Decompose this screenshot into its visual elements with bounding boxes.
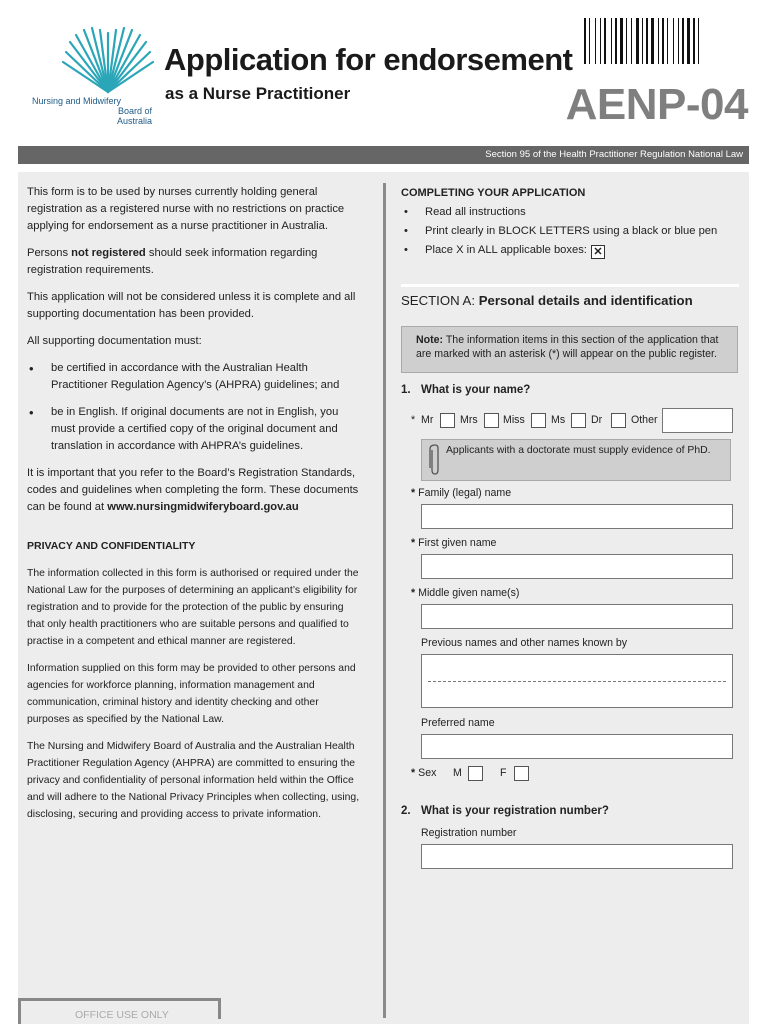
support-item: • be in English. If original documents are not in English, you must provide a certified copy of the original document and translation in accordance with AHPRA’s guidelines.	[27, 404, 363, 455]
sex-f-label: F	[500, 767, 507, 779]
not-registered-text	[27, 245, 363, 279]
barcode-bar	[673, 18, 674, 64]
title-mrs-checkbox[interactable]	[484, 413, 499, 428]
barcode-bar	[658, 18, 659, 64]
barcode-bar	[613, 18, 614, 64]
logo-text	[30, 96, 152, 126]
barcode-bar	[600, 18, 601, 64]
section-a-heading	[401, 293, 693, 308]
required-star: *	[411, 537, 416, 549]
barcode-bar	[644, 18, 645, 64]
board-website-link[interactable]: www.nursingmidwiferyboard.gov.au	[107, 501, 299, 513]
registration-number-label: Registration number	[421, 827, 517, 839]
title-mr-checkbox[interactable]	[440, 413, 455, 428]
question-2	[401, 805, 609, 817]
refer-text	[27, 465, 363, 516]
title-required-star: *	[411, 414, 416, 426]
question-number: 1.	[401, 384, 411, 396]
barcode-bar	[669, 18, 672, 64]
intro-text: This form is to be used by nurses currently holding general registration as a registered nurse with no restrictions on practice applying for endorsement as a nurse practitioner in Australia.	[27, 186, 345, 232]
not-registered-bold: not registered	[71, 247, 146, 259]
phd-note-text: Applicants with a doctorate must supply evidence of PhD.	[446, 445, 711, 456]
barcode-bar	[687, 18, 690, 64]
title-mr-label: Mr	[421, 414, 434, 426]
section-prefix: SECTION A:	[401, 293, 479, 308]
not-registered-pre: Persons	[27, 247, 72, 259]
title-other-field[interactable]	[662, 408, 733, 433]
barcode-bar	[646, 18, 648, 64]
barcode-bar	[682, 18, 684, 64]
barcode-bar	[591, 18, 594, 64]
barcode-bar	[675, 18, 677, 64]
barcode-bar	[665, 18, 666, 64]
preferred-name-label: Preferred name	[421, 717, 495, 729]
sex-f-checkbox[interactable]	[514, 766, 529, 781]
phd-note	[421, 439, 731, 481]
instruction-item: • Print clearly in BLOCK LETTERS using a black or blue pen	[404, 225, 718, 237]
page-subtitle: as a Nurse Practitioner	[165, 84, 351, 103]
completing-heading: COMPLETING YOUR APPLICATION	[401, 187, 586, 199]
not-registered-post: should seek information regarding registration requirements.	[27, 247, 318, 276]
previous-names-divider	[428, 681, 726, 682]
question-number: 2.	[401, 805, 411, 817]
question-text: What is your registration number?	[421, 805, 609, 817]
required-star: *	[411, 767, 416, 779]
barcode-bar	[626, 18, 627, 64]
barcode-bar	[595, 18, 596, 64]
note-text: The information items in this section of the application that are marked with an asterisk (*) will appear on the public register.	[416, 334, 719, 360]
barcode-bar	[642, 18, 643, 64]
required-star: *	[411, 487, 416, 499]
sex-m-label: M	[453, 767, 462, 779]
barcode-bar	[696, 18, 697, 64]
privacy-paragraph: Information supplied on this form may be provided to other persons and agencies for workforce planning, information management and communication, criminal history and identity checking and other purposes as specified by the National Law.	[27, 663, 356, 725]
title-ms-label: Ms	[551, 414, 566, 426]
privacy-heading: PRIVACY AND CONFIDENTIALITY	[27, 540, 196, 552]
barcode-bar	[649, 18, 650, 64]
logo-line-3: Australia	[116, 116, 152, 126]
barcode-bar	[615, 18, 617, 64]
barcode-bar	[655, 18, 657, 64]
family-name-label	[411, 487, 511, 499]
question-text: What is your name?	[421, 384, 531, 396]
barcode-bar	[611, 18, 612, 64]
title-ms-checkbox[interactable]	[571, 413, 586, 428]
logo-line-1: Nursing and Midwifery	[32, 96, 122, 106]
barcode-bar	[700, 18, 702, 64]
first-name-label	[411, 537, 496, 549]
logo-line-2: Board of	[117, 106, 152, 116]
middle-name-label	[411, 587, 519, 599]
logo-fan-icon	[58, 26, 158, 94]
office-use-box	[18, 998, 218, 1024]
question-1	[401, 384, 530, 396]
instruction-text: Read all instructions	[425, 206, 526, 218]
note-label: Note:	[416, 334, 444, 346]
previous-names-field[interactable]	[421, 654, 733, 708]
barcode-bar	[660, 18, 661, 64]
barcode-bar	[640, 18, 641, 64]
form-code: AENP-04	[565, 80, 748, 129]
public-register-note	[401, 326, 738, 373]
middle-name-text: Middle given name(s)	[418, 587, 520, 599]
title-other-label: Other	[631, 414, 658, 426]
support-item: • be certified in accordance with the Australian Health Practitioner Regulation Agency’s (AHPRA) guidelines; and	[27, 360, 363, 394]
barcode-bar	[633, 18, 635, 64]
barcode-bar	[628, 18, 630, 64]
barcode-bar	[691, 18, 692, 64]
barcode-bar	[636, 18, 639, 64]
section-title: Personal details and identification	[478, 293, 693, 308]
barcode-bar	[587, 18, 588, 64]
barcode-bar	[597, 18, 599, 64]
family-name-text: Family (legal) name	[418, 487, 512, 499]
barcode-bar	[604, 18, 606, 64]
preferred-name-field[interactable]	[421, 734, 733, 759]
section-reference: Section 95 of the Health Practitioner Regulation National Law	[485, 149, 743, 160]
barcode	[584, 18, 748, 64]
sex-label-text: Sex	[418, 767, 437, 779]
support-must-text: All supporting documentation must:	[27, 335, 202, 347]
title-dr-checkbox[interactable]	[611, 413, 626, 428]
privacy-paragraph: The Nursing and Midwifery Board of Australia and the Australian Health Practitioner Regulation Agency (AHPRA) are committed to ensuring the privacy and confidentiality of personal information held within the Office and will adhere to the National Privacy Principles when collecting, using, disclosing, securing and providing access to private information.	[27, 741, 360, 820]
first-name-field[interactable]	[421, 554, 733, 579]
registration-number-field[interactable]	[421, 844, 733, 869]
refer-text-pre: It is important that you refer to the Board’s Registration Standards, codes and guidelines when completing the form. These documents can be found at	[27, 467, 359, 513]
title-mrs-label: Mrs	[460, 414, 478, 426]
instruction-text: Print clearly in BLOCK LETTERS using a black or blue pen	[425, 225, 718, 237]
section-reference-band	[18, 146, 749, 164]
barcode-bar	[680, 18, 681, 64]
barcode-bar	[698, 18, 699, 64]
barcode-bar	[607, 18, 610, 64]
required-star: *	[411, 587, 416, 599]
instruction-text: Place X in ALL applicable boxes:	[425, 244, 587, 256]
barcode-bar	[651, 18, 654, 64]
privacy-paragraph: The information collected in this form is authorised or required under the National Law for the purposes of determining an applicant’s eligibility for registration and to provide for the protection of the public by ensuring that only health practitioners who are suitable persons and qualified to practise in a competent and ethical manner are registered.	[27, 568, 359, 647]
barcode-bar	[624, 18, 625, 64]
first-name-text: First given name	[418, 537, 497, 549]
barcode-bar	[685, 18, 686, 64]
page-title: Application for endorsement	[164, 42, 573, 77]
barcode-bar	[620, 18, 623, 64]
title-miss-checkbox[interactable]	[531, 413, 546, 428]
barcode-bar	[602, 18, 603, 64]
sex-m-checkbox[interactable]	[468, 766, 483, 781]
paperclip-icon	[428, 444, 442, 476]
column-divider	[383, 183, 386, 1018]
barcode-bar	[678, 18, 679, 64]
barcode-bar	[693, 18, 695, 64]
barcode-bar	[662, 18, 664, 64]
instruction-item: • Place X in ALL applicable boxes: ✕	[404, 244, 605, 259]
section-rule	[401, 284, 739, 287]
left-column	[27, 184, 363, 833]
title-miss-label: Miss	[503, 414, 525, 426]
instruction-item: • Read all instructions	[404, 206, 526, 218]
office-use-label: OFFICE USE ONLY	[75, 1009, 169, 1021]
barcode-bar	[589, 18, 590, 64]
complete-text: This application will not be considered unless it is complete and all supporting documentation has been provided.	[27, 291, 356, 320]
family-name-field[interactable]	[421, 504, 733, 529]
x-example-box: ✕	[591, 245, 605, 259]
board-logo	[30, 26, 160, 130]
barcode-bar	[667, 18, 668, 64]
previous-names-label: Previous names and other names known by	[421, 637, 628, 649]
middle-name-field[interactable]	[421, 604, 733, 629]
sex-label	[411, 767, 436, 779]
barcode-bar	[631, 18, 632, 64]
support-list	[27, 360, 363, 455]
barcode-bar	[584, 18, 586, 64]
barcode-bar	[618, 18, 619, 64]
title-dr-label: Dr	[591, 414, 603, 426]
